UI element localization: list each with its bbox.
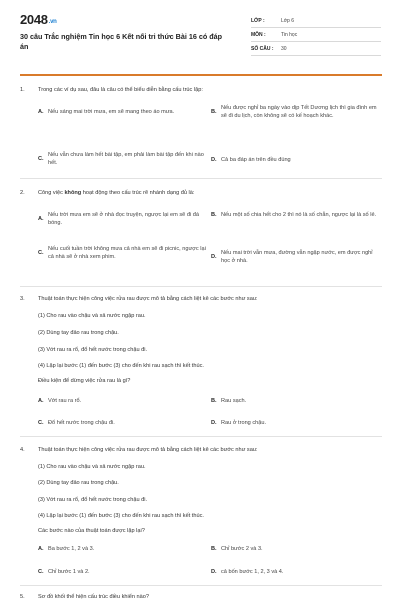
option-text: Đổ hết nước trong chậu đi.	[48, 420, 115, 426]
option-letter: C.	[38, 420, 44, 426]
question-divider	[20, 178, 382, 179]
option-letter: A.	[38, 109, 44, 115]
option-c[interactable]	[38, 245, 210, 261]
option-text: Rau sạch.	[221, 398, 247, 404]
question-text-emphasis: không	[64, 190, 82, 196]
option-letter: C.	[38, 569, 44, 575]
step-line: (1) Cho rau vào chậu và xả nước ngập rau.	[38, 464, 146, 470]
option-b[interactable]	[211, 211, 383, 219]
question-text	[38, 189, 378, 197]
meta-row-class	[251, 14, 381, 28]
option-text: Nếu sáng mai trời mưa, em sẽ mang theo áo mưa.	[48, 109, 175, 115]
option-d[interactable]	[211, 249, 383, 265]
document-title: 30 câu Trắc nghiệm Tin học 6 Kết nối tri thức Bài 16 có đáp án	[20, 32, 222, 51]
meta-value: 30	[281, 45, 287, 52]
question-text: Sơ đồ khối thể hiện cấu trúc điều khiển nào?	[38, 594, 149, 600]
option-text: Rau ở trong chậu.	[221, 420, 267, 426]
question-divider	[20, 585, 382, 586]
logo-suffix: .vn	[48, 19, 57, 25]
meta-key: LỚP :	[251, 17, 265, 24]
step-line: (4) Lặp lại bước (1) đến bước (3) cho đến khi rau sạch thì kết thúc.	[38, 363, 204, 369]
header-divider	[20, 74, 382, 76]
question-text-pre: Công việc	[38, 190, 65, 196]
option-c[interactable]	[38, 568, 210, 576]
option-text: Chỉ bước 2 và 3.	[221, 546, 263, 552]
page-header	[0, 0, 400, 72]
option-text: Nếu một số chia hết cho 2 thì nó là số chẵn, ngược lại là số lẻ.	[221, 212, 377, 218]
question-text: Thuật toán thực hiện công việc rửa rau được mô tả bằng cách liệt kê các bước như sau:	[38, 296, 258, 302]
option-b[interactable]	[211, 545, 383, 553]
option-d[interactable]	[211, 568, 383, 576]
option-c[interactable]	[38, 419, 210, 427]
option-text: Cả ba đáp án trên đều đúng	[221, 157, 291, 163]
option-a[interactable]	[38, 545, 210, 553]
option-text: Ba bước 1, 2 và 3.	[48, 546, 95, 552]
option-a[interactable]	[38, 211, 210, 227]
option-text: Nếu trời mưa em sẽ ở nhà đọc truyện, ngược lại em sẽ đi đá bóng.	[48, 212, 199, 226]
option-text: Nếu được nghỉ ba ngày vào dịp Tết Dương lịch thì gia đình em sẽ đi du lịch, còn không sẽ có kế hoạch khác.	[221, 105, 377, 119]
option-letter: A.	[38, 546, 44, 552]
meta-value: Tin học	[281, 31, 298, 38]
question-prompt: Điều kiện để dừng việc rửa rau là gì?	[38, 378, 131, 384]
meta-key: MÔN :	[251, 31, 266, 38]
meta-value: Lớp 6	[281, 17, 295, 24]
question-number: 1.	[20, 87, 25, 93]
option-d[interactable]	[211, 419, 383, 427]
question-number: 3.	[20, 296, 25, 302]
option-c[interactable]	[38, 151, 210, 167]
option-text: Chỉ bước 1 và 2.	[48, 569, 90, 575]
option-letter: D.	[211, 569, 217, 575]
question-number: 4.	[20, 447, 25, 453]
option-letter: D.	[211, 157, 217, 163]
option-b[interactable]	[211, 104, 383, 120]
option-a[interactable]	[38, 397, 210, 405]
question-divider	[20, 286, 382, 287]
question-divider	[20, 436, 382, 437]
step-line: (2) Dùng tay đảo rau trong chậu.	[38, 480, 119, 486]
step-line: (3) Vớt rau ra rổ, đổ hết nước trong chậu đi.	[38, 347, 148, 353]
option-letter: A.	[38, 216, 44, 222]
logo-main: 2048	[20, 12, 48, 27]
option-letter: B.	[211, 546, 217, 552]
option-text: Vớt rau ra rổ.	[48, 398, 82, 404]
question-prompt: Các bước nào của thuật toán được lặp lại?	[38, 528, 145, 534]
option-text: Nếu cuối tuần trời không mưa cả nhà em sẽ đi picnic, ngược lại cả nhà sẽ ở nhà xem phim.	[48, 246, 206, 260]
option-letter: B.	[211, 109, 217, 115]
option-text: Nếu vẫn chưa làm hết bài tập, em phải làm bài tập đến khi nào hết.	[48, 152, 204, 166]
option-text: Nếu mai trời vẫn mưa, đường vẫn ngập nước, em được nghỉ học ở nhà.	[221, 250, 373, 264]
option-d[interactable]	[211, 156, 383, 164]
option-letter: D.	[211, 420, 217, 426]
option-a[interactable]	[38, 108, 210, 116]
step-line: (1) Cho rau vào chậu và xả nước ngập rau.	[38, 313, 146, 319]
step-line: (4) Lặp lại bước (1) đến bước (3) cho đến khi rau sạch thì kết thúc.	[38, 513, 204, 519]
meta-table	[251, 14, 381, 56]
question-text: Thuật toán thực hiện công việc rửa rau được mô tả bằng cách liệt kê các bước như sau:	[38, 447, 258, 453]
question-number: 2.	[20, 190, 25, 196]
option-letter: B.	[211, 398, 217, 404]
meta-row-count	[251, 42, 381, 56]
meta-key: SỐ CÂU :	[251, 45, 274, 52]
step-line: (2) Dùng tay đảo rau trong chậu.	[38, 330, 119, 336]
option-letter: A.	[38, 398, 44, 404]
option-letter: D.	[211, 254, 217, 260]
option-letter: C.	[38, 156, 44, 162]
site-logo[interactable]	[20, 12, 57, 27]
question-text: Trong các ví dụ sau, đâu là câu có thể biểu diễn bằng cấu trúc lặp:	[38, 87, 203, 93]
option-letter: C.	[38, 250, 44, 256]
option-b[interactable]	[211, 397, 383, 405]
option-letter: B.	[211, 212, 217, 218]
question-text-post: hoạt động theo cấu trúc rẽ nhánh dạng đủ là:	[81, 190, 195, 196]
question-number: 5.	[20, 594, 25, 600]
step-line: (3) Vớt rau ra rổ, đổ hết nước trong chậu đi.	[38, 497, 148, 503]
option-text: cả bốn bước 1, 2, 3 và 4.	[221, 569, 284, 575]
meta-row-subject	[251, 28, 381, 42]
